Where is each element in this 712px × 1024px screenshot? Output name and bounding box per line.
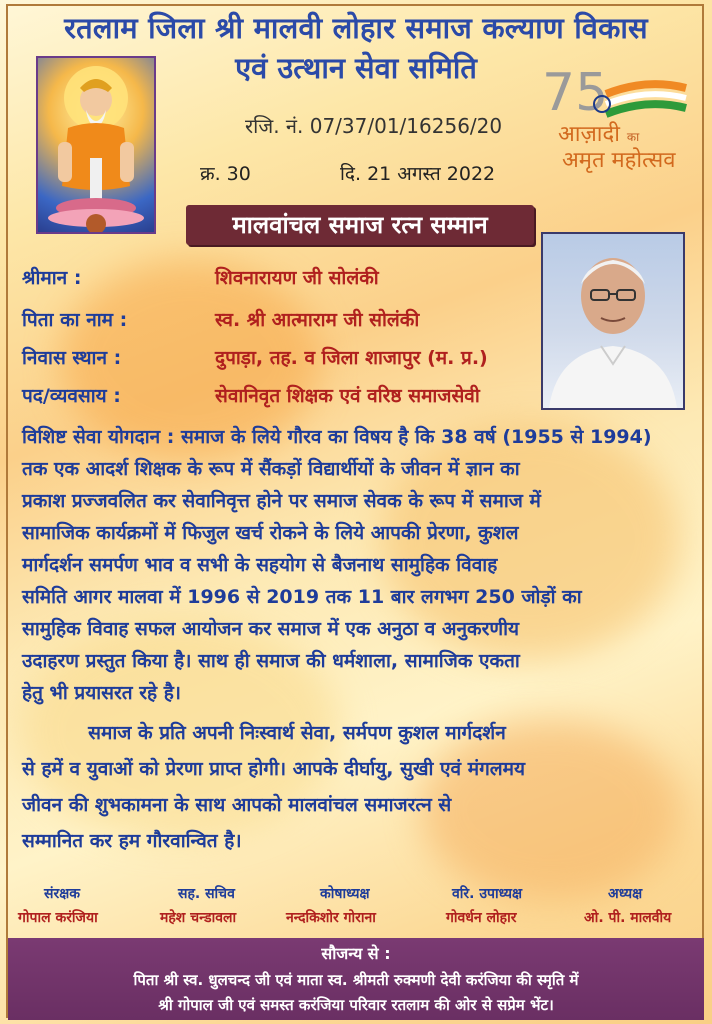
label-father-name: पिता का नाम :	[22, 309, 128, 331]
footer-heading: सौजन्य से :	[321, 944, 391, 963]
signatory-title: संरक्षक	[44, 886, 80, 902]
signatory-title: वरि. उपाध्यक्ष	[452, 886, 523, 902]
label-name: श्रीमान :	[22, 267, 82, 289]
body-line: तक एक आदर्श शिक्षक के रूप में सैंकड़ों विद्यार्थीयों के जीवन में ज्ञान का	[22, 458, 520, 480]
value-name: शिवनारायण जी सोलंकी	[215, 267, 379, 289]
value-occupation: सेवानिवृत शिक्षक एवं वरिष्ठ समाजसेवी	[215, 385, 480, 407]
courtesy-footer	[8, 938, 704, 1020]
signatory-name: गोवर्धन लोहार	[446, 910, 517, 926]
value-residence: दुपाड़ा, तह. व जिला शाजापुर (म. प्र.)	[215, 347, 488, 369]
award-title-banner: मालवांचल समाज रत्न सम्मान	[186, 205, 534, 245]
signatory-name: ओ. पी. मालवीय	[584, 910, 672, 926]
body-line: सम्मानित कर हम गौरवान्वित है।	[22, 830, 242, 852]
body-line: समाज के प्रति अपनी निःस्वार्थ सेवा, सर्मपण कुशल मार्गदर्शन	[22, 722, 506, 744]
signatory-title: सह. सचिव	[178, 886, 235, 902]
body-line: मार्गदर्शन समर्पण भाव व सभी के सहयोग से बैजनाथ सामुहिक विवाह	[22, 554, 498, 576]
organization-title-line1: रतलाम जिला श्री मालवी लोहार समाज कल्याण विकास	[64, 11, 648, 45]
issue-date: दि. 21 अगस्त 2022	[340, 163, 496, 185]
logo-number: 75	[542, 63, 609, 123]
signatory-title: कोषाध्यक्ष	[320, 886, 370, 902]
signatory-name: नन्दकिशोर गोराना	[286, 910, 376, 926]
label-residence: निवास स्थान :	[22, 347, 122, 369]
body-line: विशिष्ट सेवा योगदान : समाज के लिये गौरव का विषय है कि 38 वर्ष (1955 से 1994)	[22, 426, 652, 448]
deity-image	[36, 56, 156, 234]
signatory-title: अध्यक्ष	[608, 886, 643, 902]
body-line: प्रकाश प्रज्जवलित कर सेवानिवृत्त होने पर समाज सेवक के रूप में समाज में	[22, 490, 541, 512]
body-line: सामाजिक कार्यक्रमों में फिजुल खर्च रोकने के लिये आपकी प्रेरणा, कुशल	[22, 522, 519, 544]
body-line: से हमें व युवाओं को प्रेरणा प्राप्त होगी। आपके दीर्घायु, सुखी एवं मंगलमय	[22, 758, 526, 780]
body-line: समिति आगर मालवा में 1996 से 2019 तक 11 बार लगभग 250 जोड़ों का	[22, 586, 582, 608]
serial-number: क्र. 30	[200, 163, 251, 185]
footer-line2: श्री गोपाल जी एवं समस्त करंजिया परिवार रतलाम की ओर से सप्रेम भेंट।	[158, 996, 554, 1014]
label-occupation: पद/व्यवसाय :	[22, 385, 121, 407]
footer-line1: पिता श्री स्व. धुलचन्द जी एवं माता स्व. श्रीमती रुक्मणी देवी करंजिया की स्मृति में	[133, 971, 579, 989]
logo-text-line1: आज़ादी का	[558, 122, 640, 147]
body-line: जीवन की शुभकामना के साथ आपको मालवांचल समाजरत्न से	[22, 794, 452, 816]
organization-title-line2: एवं उत्थान सेवा समिति	[235, 51, 477, 85]
body-line: उदाहरण प्रस्तुत किया है। साथ ही समाज की धर्मशाला, सामाजिक एकता	[22, 650, 520, 672]
recipient-photo	[541, 232, 685, 410]
body-line: सामुहिक विवाह सफल आयोजन कर समाज में एक अनुठा व अनुकरणीय	[22, 618, 520, 640]
logo-text-line2: अमृत महोत्सव	[562, 148, 676, 173]
signatory-name: गोपाल करंजिया	[18, 910, 98, 926]
value-father-name: स्व. श्री आत्माराम जी सोलंकी	[215, 309, 420, 331]
body-line: हेतु भी प्रयासरत रहे है।	[22, 682, 182, 704]
registration-number: रजि. नं. 07/37/01/16256/20	[245, 114, 503, 138]
signatory-name: महेश चन्डावला	[160, 910, 237, 926]
